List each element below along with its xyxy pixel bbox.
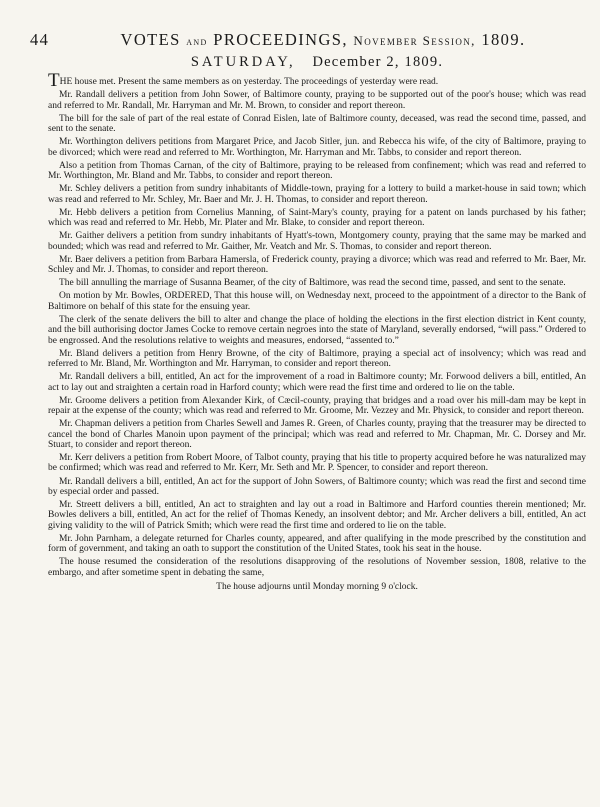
paragraph: Mr. Streett delivers a bill, entitled, An act to straighten and lay out a road in Baltimore and Harford counties therein mentioned; Mr. Bowles delivers a bill, entitled, An act for the relief of Thomas Kenedy, an insolvent debtor; and Mr. Archer delivers a bill, entitled, An act giving validity to the will of Patrick Smith; which were read the first time and ordered to lie on the table. xyxy=(48,500,586,531)
opening-text: HE house met. Present the same members as on yesterday. The proceedings of yesterday were read. xyxy=(59,77,439,87)
paragraph: Mr. Chapman delivers a petition from Charles Sewell and James R. Green, of Charles county, praying that the treasurer may be directed to cancel the bond of Charles Manoin upon payment of the principal; which was read and referred to Mr. Chapman, Mr. C. Dorsey and Mr. Stuart, to consider and report thereon. xyxy=(48,419,586,450)
date-label: December 2, 1809. xyxy=(312,54,444,70)
drop-cap: T xyxy=(48,70,60,91)
paragraph: Mr. Randall delivers a petition from John Sower, of Baltimore county, praying to be supported out of the poor's house; which was read and referred to Mr. Randall, Mr. Harryman and Mr. M. Brown, to consider and report thereon. xyxy=(48,90,586,111)
page-number: 44 xyxy=(30,30,50,49)
page-title: VOTES and PROCEEDINGS, November Session, 1809. xyxy=(120,30,526,49)
paragraph: The clerk of the senate delivers the bill to alter and change the place of holding the elections in the first election district in Kent county, and the bill authorising doctor James Cocke to remove certain negroes into the state of Maryland, severally endorsed, “will pass.” Ordered to be engrossed. And the resolutions relative to weights and measures, endorsed, “assented to.” xyxy=(48,314,586,346)
opening-paragraph xyxy=(48,70,586,91)
proceedings-text xyxy=(48,70,586,593)
paragraph: Mr. Baer delivers a petition from Barbara Hamersla, of Frederick county, praying a divorce; which was read and referred to Mr. Baer, Mr. Schley and Mr. J. Thomas, to consider and report thereon. xyxy=(48,254,586,275)
adjournment-line: The house adjourns until Monday morning 9 o'clock. xyxy=(216,582,418,593)
running-head xyxy=(30,30,586,50)
day-label: SATURDAY, xyxy=(190,54,296,70)
paragraph: Mr. Bland delivers a petition from Henry Browne, of the city of Baltimore, praying a special act of insolvency; which was read and referred to Mr. Bland, Mr. Worthington and Mr. Harryman, to consider and report thereon. xyxy=(48,348,586,369)
paragraph: Mr. Schley delivers a petition from sundry inhabitants of Middle-town, praying for a lottery to build a market-house in said town; which was read and referred to Mr. Schley, Mr. Baer and Mr. J. H. Thomas, to consider and report thereon. xyxy=(48,184,586,205)
paragraph: Mr. Groome delivers a petition from Alexander Kirk, of Cæcil-county, praying that bridges and a road over his mill-dam may be kept in repair at the expense of the county; which was read and referred to Mr. Groome, Mr. Vezzey and Mr. Physick, to consider and report thereon. xyxy=(48,395,586,416)
paragraph: Mr. John Parnham, a delegate returned for Charles county, appeared, and after qualifying in the mode prescribed by the constitution and form of government, and taking an oath to support the constitution of the United States, took his seat in the house. xyxy=(48,533,586,555)
paragraph: Mr. Randall delivers a bill, entitled, An act for the improvement of a road in Baltimore county; Mr. Forwood delivers a bill, entitled, An act to lay out and straighten a certain road in Harford county; which were read the first time and ordered to lie on the table. xyxy=(48,372,586,393)
paragraph: Mr. Hebb delivers a petition from Cornelius Manning, of Saint-Mary's county, praying for a patent on lands purchased by his father; which was read and referred to Mr. Hebb, Mr. Plater and Mr. Blake, to consider and report thereon. xyxy=(48,207,586,228)
paragraph: Mr. Worthington delivers petitions from Margaret Price, and Jacob Sitler, jun. and Rebecca his wife, of the city of Baltimore, praying to be divorced; which were read and referred to Mr. Worthington, Mr. Harryman and Mr. Tabbs, to consider and report thereon. xyxy=(48,137,586,158)
paragraph: On motion by Mr. Bowles, ORDERED, That this house will, on Wednesday next, proceed to the appointment of a director to the Bank of Baltimore on behalf of this state for the ensuing year. xyxy=(48,291,586,312)
paragraph: Mr. Gaither delivers a petition from sundry inhabitants of Hyatt's-town, Montgomery county, praying that the same may be marked and bounded; which was read and referred to Mr. Gaither, Mr. Veatch and Mr. S. Thomas, to consider and report thereon. xyxy=(48,231,586,252)
paragraph: The house resumed the consideration of the resolutions disapproving of the resolutions of November session, 1808, relative to the embargo, and after sometime spent in debating the same, xyxy=(48,557,586,578)
paragraph: Also a petition from Thomas Carnan, of the city of Baltimore, praying to be released from confinement; which was read and referred to Mr. Worthington, Mr. Bland and Mr. Tabbs, to consider and report thereon. xyxy=(48,160,586,181)
paragraph: Mr. Kerr delivers a petition from Robert Moore, of Talbot county, praying that his title to property acquired before he was naturalized may be confirmed; which was read and referred to Mr. Kerr, Mr. Seth and Mr. P. Spencer, to consider and report thereon. xyxy=(48,453,586,474)
paragraph: The bill annulling the marriage of Susanna Beamer, of the city of Baltimore, was read the second time, passed, and sent to the senate. xyxy=(59,278,566,289)
date-heading xyxy=(48,54,586,71)
paragraph: Mr. Randall delivers a bill, entitled, An act for the support of John Sowers, of Baltimore county; which was read the first and second time by especial order and passed. xyxy=(48,476,586,497)
paragraph: The bill for the sale of part of the real estate of Conrad Eislen, late of Baltimore county, deceased, was read the second time, passed, and sent to the senate. xyxy=(48,113,586,134)
